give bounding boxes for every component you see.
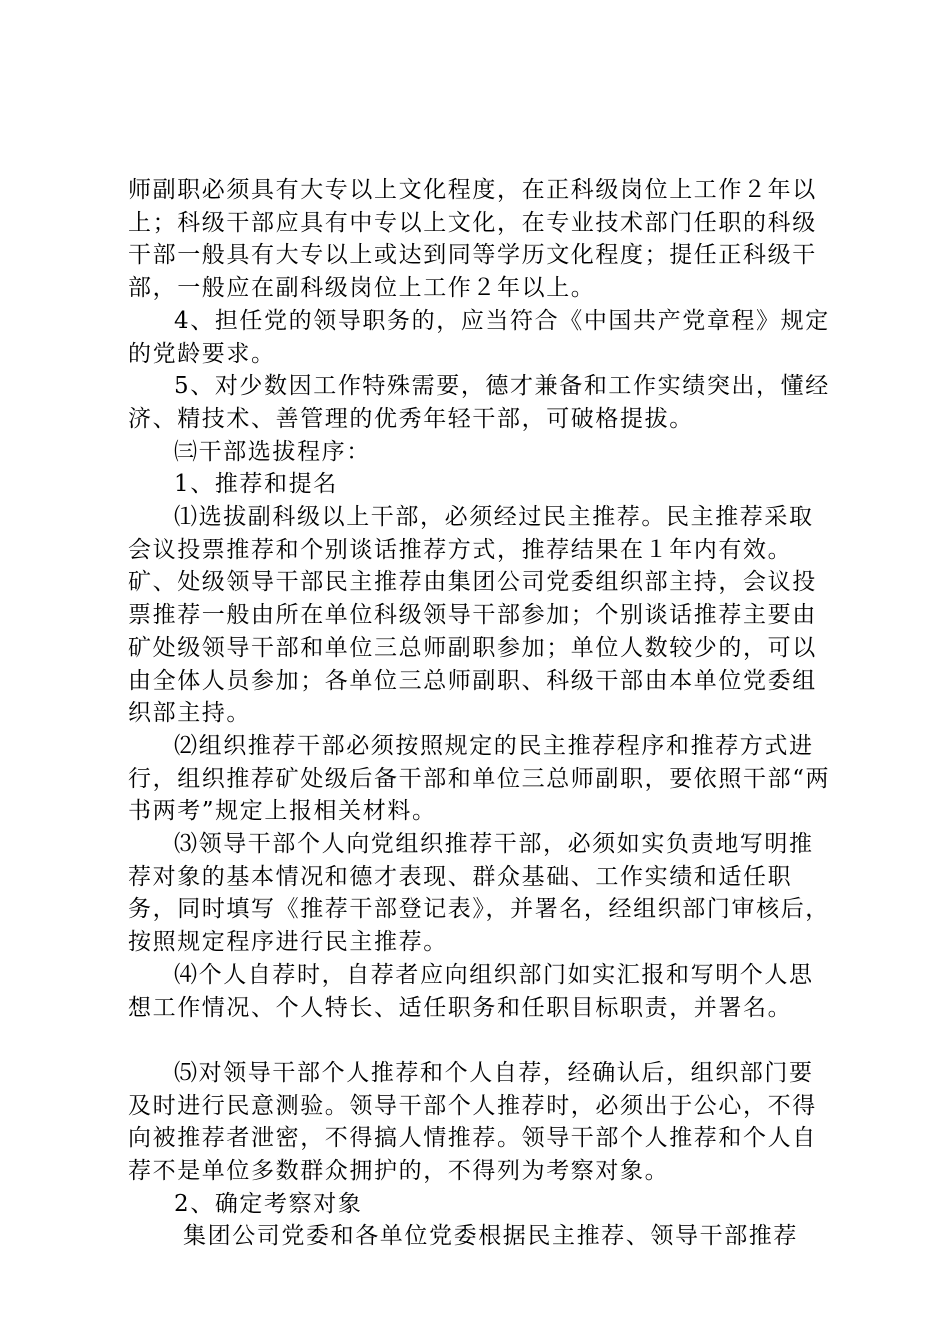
paragraph-opinion-poll: ⑸对领导干部个人推荐和个人自荐，经确认后，组织部门要及时进行民意测验。领导干部个人推荐时，必须出于公心，不得向被推荐者泄密，不得搞人情推荐。领导干部个人推荐和个人自荐不是单位多数群众拥护的，不得列为考察对象。 <box>128 1059 817 1185</box>
paragraph-candidate-determination: 集团公司党委和各单位党委根据民主推荐、领导干部推荐 <box>183 1223 798 1250</box>
heading-determine-candidates: 2、确定考察对象 <box>174 1190 363 1217</box>
paragraph-education-requirements: 师副职必须具有大专以上文化程度，在正科级岗位上工作２年以上；科级干部应具有中专以上文化，在专业技术部门任职的科级干部一般具有大专以上或达到同等学历文化程度；提任正科级干部，一般应在副科级岗位上工作２年以上。 <box>128 177 817 302</box>
blank-line <box>128 1024 838 1057</box>
document-body <box>128 174 838 1253</box>
paragraph-individual-recommendation: ⑶领导干部个人向党组织推荐干部，必须如实负责地写明推荐对象的基本情况和德才表现、群众基础、工作实绩和适任职务，同时填写《推荐干部登记表》，并署名，经组织部门审核后，按照规定程序进行民主推荐。 <box>128 831 830 956</box>
paragraph-self-recommendation: ⑷个人自荐时，自荐者应向组织部门如实汇报和写明个人思想工作情况、个人特长、适任职务和任职目标职责，并署名。 <box>128 961 814 1021</box>
heading-selection-procedure: ㈢干部选拔程序： <box>174 438 371 465</box>
paragraph-party-age-requirement: 4、担任党的领导职务的，应当符合《中国共产党章程》规定的党龄要求。 <box>128 307 830 367</box>
paragraph-exceptional-promotion: 5、对少数因工作特殊需要，德才兼备和工作实绩突出，懂经济、精技术、善管理的优秀年轻干部，可破格提拔。 <box>128 373 830 432</box>
paragraph-democratic-recommendation: ⑴选拔副科级以上干部，必须经过民主推荐。民主推荐采取会议投票推荐和个别谈话推荐方式，推荐结果在１年内有效。矿、处级领导干部民主推荐由集团公司党委组织部主持，会议投票推荐一般由所在单位科级领导干部参加；个别谈话推荐主要由矿处级领导干部和单位三总师副职参加；单位人数较少的，可以由全体人员参加；各单位三总师副职、科级干部由本单位党委组织部主持。 <box>128 504 817 727</box>
heading-recommendation-nomination: 1、推荐和提名 <box>174 471 338 498</box>
paragraph-organizational-recommendation: ⑵组织推荐干部必须按照规定的民主推荐程序和推荐方式进行，组织推荐矿处级后备干部和单位三总师副职，要依照干部“两书两考”规定上报相关材料。 <box>128 732 831 825</box>
